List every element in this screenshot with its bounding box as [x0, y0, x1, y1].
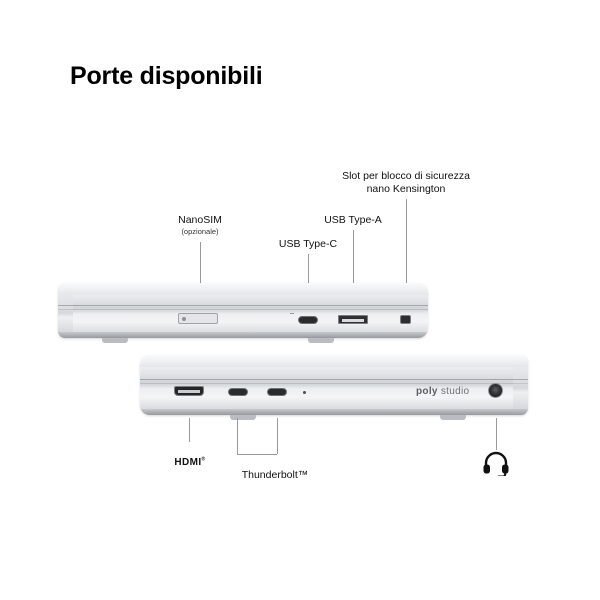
callout-usb-type-a — [298, 214, 408, 227]
thunderbolt-port-1 — [228, 388, 248, 396]
body-seam-top — [58, 309, 428, 310]
nanosim-tray — [178, 313, 218, 324]
leader-line-thunderbolt-2 — [277, 418, 278, 454]
usb-type-c-port — [298, 316, 318, 324]
body-seam-bottom — [140, 383, 528, 384]
callout-kensington — [313, 170, 499, 196]
leader-line-thunderbolt-1 — [237, 418, 238, 454]
laptop-right-side-profile — [58, 283, 428, 338]
hdmi-label: HDMI® — [174, 456, 206, 468]
leader-line-hdmi — [189, 418, 190, 442]
headset-icon — [482, 450, 510, 476]
laptop-shell-top — [58, 283, 428, 338]
laptop-left-side-profile — [140, 355, 528, 415]
legend-thunderbolt — [200, 465, 350, 483]
poly-studio-branding — [416, 386, 469, 397]
callout-kensington-sub: nano Kensington — [366, 183, 446, 195]
headset-jack — [488, 383, 503, 398]
laptop-shell-bottom — [140, 355, 528, 415]
poly-brand-pre: poly — [416, 386, 438, 397]
lid-seam-bottom — [140, 379, 528, 380]
lid-edge-top — [58, 283, 428, 295]
callout-nanosim-sub: (opzionale) — [181, 227, 219, 236]
callout-nanosim-label: NanoSIM — [178, 214, 222, 226]
lid-edge-bottom — [140, 355, 528, 367]
hdmi-trademark: ® — [201, 456, 206, 463]
callout-kensington-label: Slot per blocco di sicurezza — [342, 170, 470, 182]
callout-usb-type-c-label: USB Type-C — [278, 238, 338, 250]
base-shadow-bottom — [140, 409, 528, 415]
leader-line-headset — [496, 418, 497, 450]
callout-nanosim — [140, 214, 260, 237]
rubber-foot-right-bottom — [440, 415, 466, 420]
rubber-foot-left-top — [102, 338, 128, 343]
poly-brand-post: studio — [437, 386, 470, 397]
thunderbolt-label: Thunderbolt™ — [241, 469, 309, 481]
callout-usb-type-a-label: USB Type-A — [324, 214, 382, 226]
rubber-foot-right-top — [308, 338, 334, 343]
thunderbolt-port-2 — [267, 388, 287, 396]
status-led — [303, 391, 306, 394]
lid-seam-top — [58, 305, 428, 306]
kensington-lock-slot — [400, 315, 411, 324]
hdmi-port — [174, 386, 204, 396]
rubber-foot-left-bottom — [230, 415, 256, 420]
legend-headset — [482, 450, 512, 476]
callout-usb-type-c — [248, 238, 368, 251]
leader-line-thunderbolt-join — [237, 454, 277, 455]
usb-c-chassis-mark: ⎓ — [290, 311, 294, 317]
page-title: Porte disponibili — [70, 62, 263, 90]
usb-type-a-port — [338, 315, 368, 324]
